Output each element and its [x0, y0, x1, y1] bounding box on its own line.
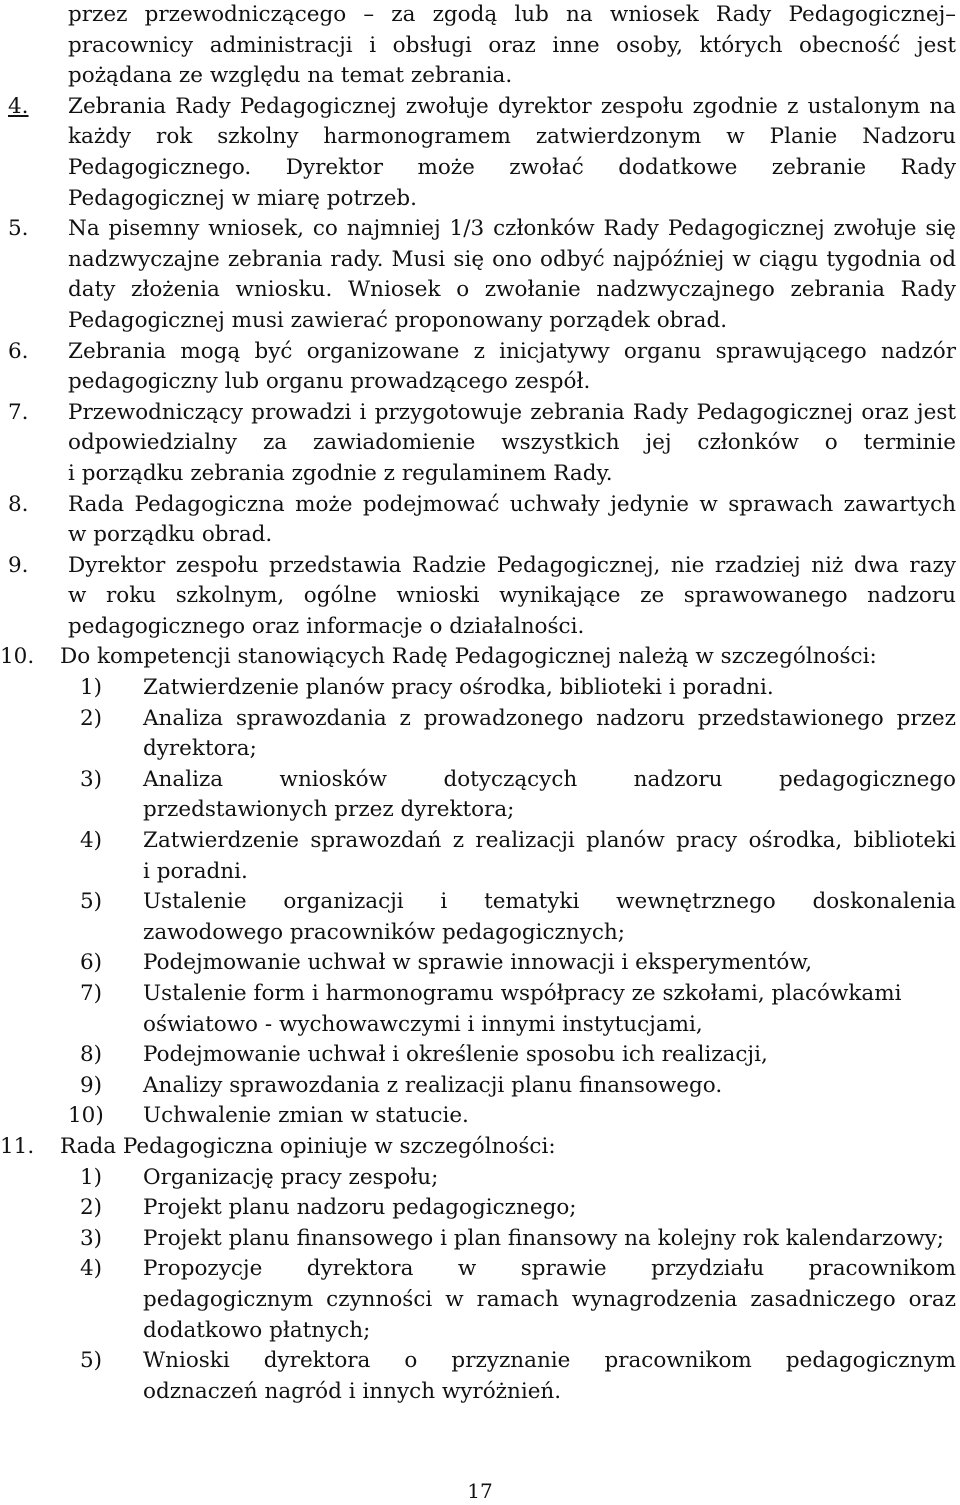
page-number: 17 [467, 1479, 493, 1503]
sublist-item [0, 887, 960, 948]
item-line: Zebrania Rady Pedagogicznej zwołuje dyrektor zespołu zgodnie z ustalonym na [68, 93, 956, 119]
subitem-number: 2) [80, 1195, 103, 1221]
subitem-number: 5) [80, 1348, 103, 1374]
subitem-number: 9) [80, 1072, 103, 1098]
subitem-line: odznaczeń nagród i innych wyróżnień. [143, 1378, 562, 1404]
subitem-line: Zatwierdzenie sprawozdań z realizacji planów pracy ośrodka, biblioteki [143, 828, 956, 854]
subitem-number: 2) [80, 705, 103, 731]
subitem-line: Podejmowanie uchwał w sprawie innowacji i eksperymentów, [143, 950, 813, 976]
list-item-6 [0, 337, 960, 398]
subitem-line: Uchwalenie zmian w statucie. [143, 1103, 469, 1129]
subitem-line: i poradni. [143, 858, 248, 884]
item-line: Rada Pedagogiczna może podejmować uchwały jedynie w sprawach zawartych [68, 491, 956, 517]
item-line: Dyrektor zespołu przedstawia Radzie Pedagogicznej, nie rzadziej niż dwa razy [68, 552, 956, 578]
sublist-item [0, 1193, 960, 1224]
sublist-item [0, 1071, 960, 1102]
item-text [68, 214, 956, 336]
subitem-number: 1) [80, 1164, 103, 1190]
item-line: nadzwyczajne zebrania rady. Musi się ono odbyć najpóźniej w ciągu tygodnia od [68, 246, 956, 272]
sublist-competences [0, 673, 960, 1132]
list-item-10 [0, 642, 960, 673]
sublist-item [0, 1101, 960, 1132]
subitem-number: 3) [80, 766, 103, 792]
item-line: Zebrania mogą być organizowane z inicjatywy organu sprawującego nadzór [68, 338, 956, 364]
item-line: Pedagogicznego. Dyrektor może zwołać dodatkowe zebranie Rady [68, 154, 956, 180]
item-number: 9. [8, 552, 29, 578]
item-text [60, 1132, 948, 1163]
item-number: 6. [8, 338, 29, 364]
subitem-line: dyrektora; [143, 736, 257, 762]
intro-line: pracownicy administracji i obsługi oraz inne osoby, których obecność jest [68, 32, 956, 58]
intro-paragraph [0, 0, 960, 92]
subitem-line: Ustalenie form i harmonogramu współpracy ze szkołami, placówkami [143, 981, 902, 1006]
item-line: Na pisemny wniosek, co najmniej 1/3 członków Rady Pedagogicznej zwołuje się [68, 216, 956, 242]
item-line: daty złożenia wniosku. Wniosek o zwołanie nadzwyczajnego zebrania Rady [68, 277, 956, 303]
sublist-item [0, 1254, 960, 1346]
item-line: pedagogiczny lub organu prowadzącego zespół. [68, 369, 591, 395]
subitem-number: 6) [80, 950, 103, 976]
sublist-item [0, 979, 960, 1040]
subitem-line: Projekt planu finansowego i plan finansowy na kolejny rok kalendarzowy; [143, 1225, 944, 1251]
item-line: Do kompetencji stanowiących Radę Pedagogicznej należą w szczególności: [60, 644, 877, 670]
item-line: w porządku obrad. [68, 522, 273, 548]
list-item-11 [0, 1132, 960, 1163]
sublist-item [0, 673, 960, 704]
item-line: odpowiedzialny za zawiadomienie wszystkich jej członków o terminie [68, 430, 956, 456]
intro-line: przez przewodniczącego – za zgodą lub na wniosek Rady Pedagogicznej– [68, 2, 956, 27]
sublist-item [0, 704, 960, 765]
sublist-item [0, 1224, 960, 1255]
subitem-line: Analiza sprawozdania z prowadzonego nadzoru przedstawionego przez [143, 705, 956, 731]
list-item-7 [0, 398, 960, 490]
subitem-number: 5) [80, 889, 103, 915]
item-text [68, 490, 956, 551]
item-line: Rada Pedagogiczna opiniuje w szczególności: [60, 1133, 556, 1159]
list-item-5 [0, 214, 960, 336]
intro-line: pożądana ze względu na temat zebrania. [68, 63, 513, 89]
item-number: 8. [8, 491, 29, 517]
item-line: Pedagogicznej musi zawierać proponowany porządek obrad. [68, 307, 728, 333]
subitem-line: dodatkowo płatnych; [143, 1317, 371, 1343]
sublist-item [0, 948, 960, 979]
sublist-item [0, 765, 960, 826]
list-item-4 [0, 92, 960, 214]
item-text [68, 398, 956, 490]
list-item-9 [0, 551, 960, 643]
sublist-item [0, 1346, 960, 1407]
subitem-line: Ustalenie organizacji i tematyki wewnętrznego doskonalenia [143, 889, 956, 915]
item-text [68, 337, 956, 398]
subitem-line: przedstawionych przez dyrektora; [143, 797, 515, 823]
subitem-line: Organizację pracy zespołu; [143, 1164, 439, 1190]
subitem-number: 4) [80, 1256, 103, 1282]
subitem-line: Propozycje dyrektora w sprawie przydziału pracownikom [143, 1256, 956, 1282]
subitem-line: Wnioski dyrektora o przyznanie pracownikom pedagogicznym [143, 1348, 956, 1374]
subitem-number: 1) [80, 675, 103, 701]
item-text [68, 551, 956, 643]
sublist-opinions [0, 1163, 960, 1408]
sublist-item [0, 1163, 960, 1194]
item-line: w roku szkolnym, ogólne wnioski wynikające ze sprawowanego nadzoru [68, 583, 956, 609]
subitem-number: 7) [80, 981, 103, 1006]
subitem-line: zawodowego pracowników pedagogicznych; [143, 919, 625, 945]
item-line: pedagogicznego oraz informacje o działalności. [68, 613, 585, 639]
subitem-line: Analizy sprawozdania z realizacji planu finansowego. [143, 1072, 723, 1098]
item-number: 4. [8, 93, 29, 119]
item-line: i porządku zebrania zgodnie z regulaminem Rady. [68, 460, 613, 486]
item-line: każdy rok szkolny harmonogramem zatwierdzonym w Planie Nadzoru [68, 124, 956, 150]
item-number: 5. [8, 216, 29, 242]
item-text [68, 92, 956, 214]
item-line: Pedagogicznej w miarę potrzeb. [68, 185, 418, 211]
subitem-line: Podejmowanie uchwał i określenie sposobu ich realizacji, [143, 1042, 768, 1068]
subitem-line: Projekt planu nadzoru pedagogicznego; [143, 1195, 577, 1221]
sublist-item [0, 826, 960, 887]
subitem-number: 10) [68, 1103, 104, 1129]
subitem-number: 8) [80, 1042, 103, 1068]
subitem-number: 3) [80, 1225, 103, 1251]
list-item-8 [0, 490, 960, 551]
sublist-item [0, 1040, 960, 1071]
item-number: 7. [8, 399, 29, 425]
subitem-number: 4) [80, 828, 103, 854]
subitem-line: Analiza wniosków dotyczących nadzoru pedagogicznego [143, 766, 956, 792]
item-number: 10. [0, 644, 35, 670]
item-text [60, 642, 948, 673]
item-line: Przewodniczący prowadzi i przygotowuje zebrania Rady Pedagogicznej oraz jest [68, 399, 956, 425]
subitem-line: pedagogicznym czynności w ramach wynagrodzenia zasadniczego oraz [143, 1286, 956, 1312]
subitem-line: oświatowo - wychowawczymi i innymi instytucjami, [143, 1011, 703, 1037]
item-number: 11. [0, 1133, 35, 1159]
subitem-line: Zatwierdzenie planów pracy ośrodka, biblioteki i poradni. [143, 675, 774, 701]
